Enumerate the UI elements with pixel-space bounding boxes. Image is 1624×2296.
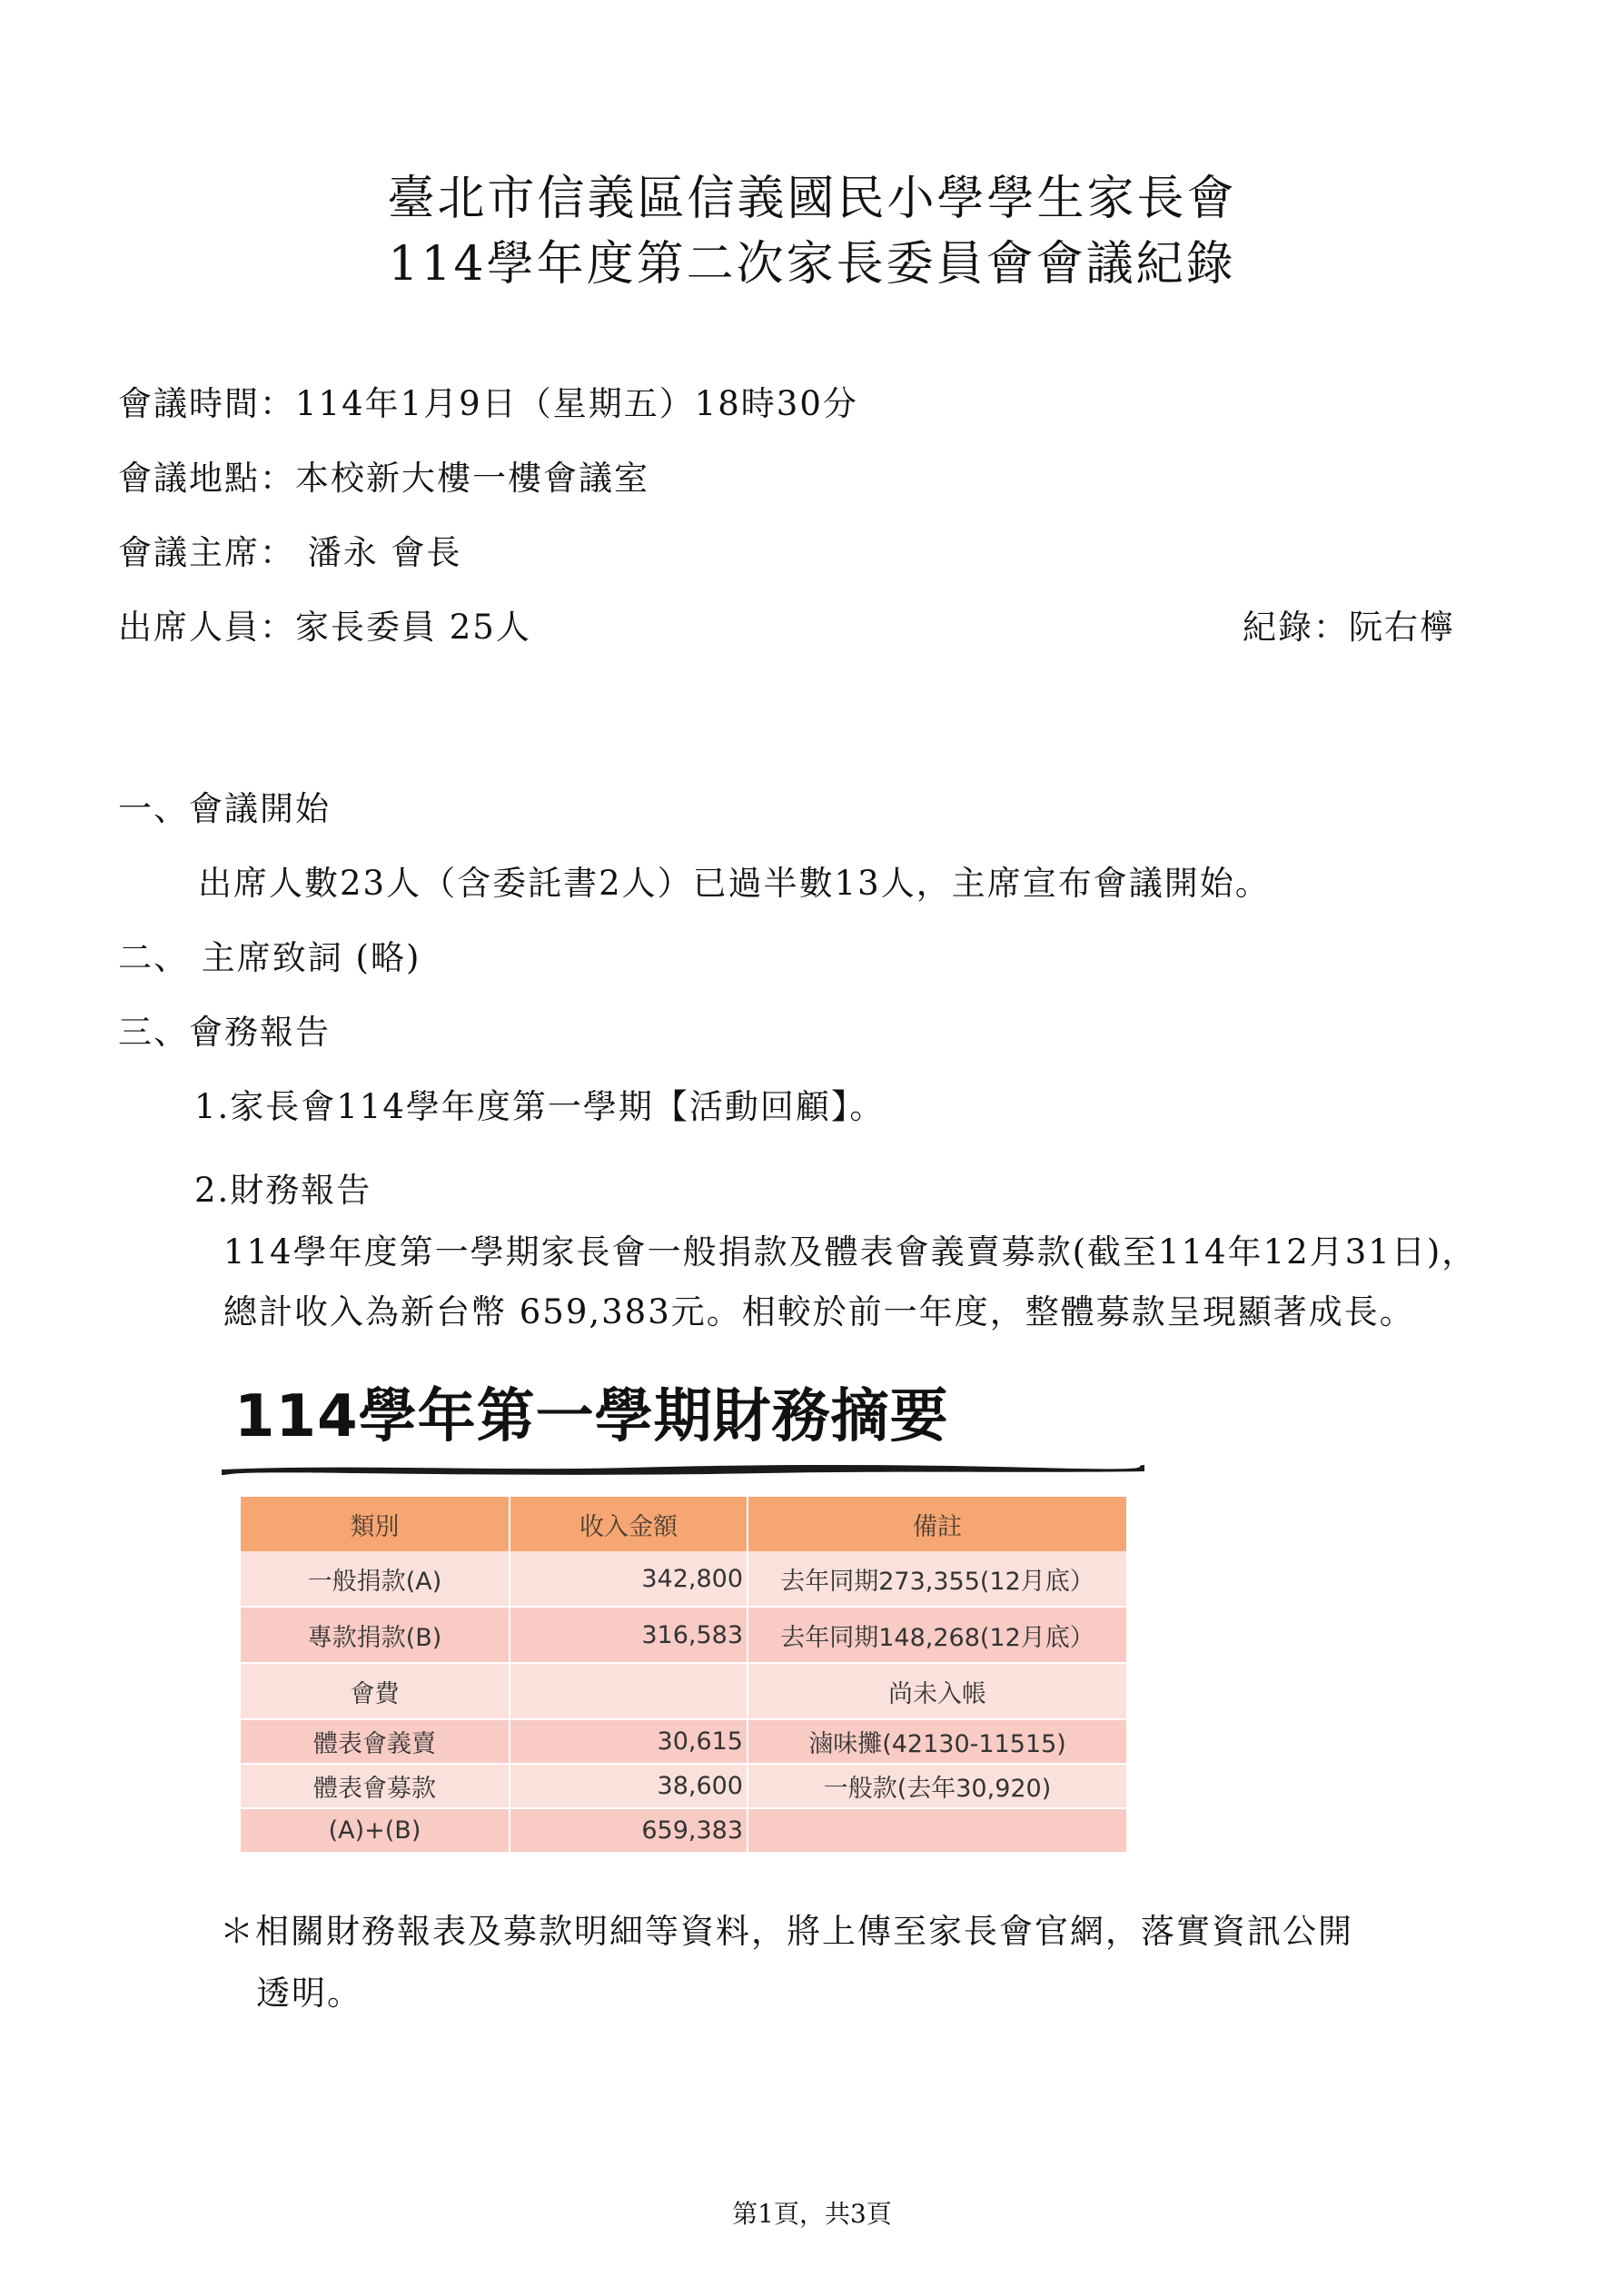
row-amount: 38,600 xyxy=(510,1764,748,1808)
brush-stroke-divider xyxy=(220,1457,1146,1480)
row-category: 體表會募款 xyxy=(241,1764,510,1808)
page-number: 第1頁，共3頁 xyxy=(732,2199,892,2229)
meeting-chair: 會議主席： 潘永 會長 xyxy=(118,533,462,572)
row-category: 會費 xyxy=(241,1663,510,1719)
meeting-place: 會議地點：本校新大樓一樓會議室 xyxy=(118,459,649,498)
row-amount xyxy=(510,1663,748,1719)
column-header-note: 備註 xyxy=(748,1497,1127,1551)
table-row xyxy=(241,1719,1127,1764)
meeting-time: 會議時間：114年1月9日（星期五）18時30分 xyxy=(118,384,858,423)
row-amount: 659,383 xyxy=(510,1808,748,1853)
section-2-heading: 二、 主席致詞 (略) xyxy=(118,938,421,977)
row-category: 體表會義賣 xyxy=(241,1719,510,1764)
table-row xyxy=(241,1551,1127,1607)
row-note: 尚未入帳 xyxy=(748,1663,1127,1719)
finance-table-header xyxy=(241,1497,1127,1551)
table-row xyxy=(241,1663,1127,1719)
row-category: 一般捐款(A) xyxy=(241,1551,510,1607)
row-amount: 30,615 xyxy=(510,1719,748,1764)
section-3-item-2: 2.財務報告 xyxy=(194,1171,372,1210)
table-row xyxy=(241,1808,1127,1853)
section-1-heading: 一、會議開始 xyxy=(118,789,331,828)
finance-summary-heading: 114學年第一學期財務摘要 xyxy=(234,1383,949,1450)
finance-paragraph-line2: 總計收入為新台幣 659,383元。相較於前一年度，整體募款呈現顯著成長。 xyxy=(223,1292,1415,1331)
row-note: 滷味攤(42130-11515) xyxy=(748,1719,1127,1764)
finance-summary-table xyxy=(241,1497,1128,1854)
row-amount: 342,800 xyxy=(510,1551,748,1607)
meeting-attendees: 出席人員：家長委員 25人 xyxy=(118,608,531,647)
table-row xyxy=(241,1764,1127,1808)
row-note: 一般款(去年30,920) xyxy=(748,1764,1127,1808)
row-category: 專款捐款(B) xyxy=(241,1607,510,1663)
table-row xyxy=(241,1607,1127,1663)
column-header-category: 類別 xyxy=(241,1497,510,1551)
section-1-text: 出席人數23人（含委託書2人）已過半數13人，主席宣布會議開始。 xyxy=(198,864,1271,903)
meeting-recorder: 紀錄：阮右檸 xyxy=(1243,608,1455,647)
row-note: 去年同期148,268(12月底） xyxy=(748,1607,1127,1663)
column-header-amount: 收入金額 xyxy=(510,1497,748,1551)
row-note xyxy=(748,1808,1127,1853)
row-amount: 316,583 xyxy=(510,1607,748,1663)
disclosure-note-line1: ＊相關財務報表及募款明細等資料，將上傳至家長會官網，落實資訊公開 xyxy=(220,1912,1353,1951)
finance-paragraph-line1: 114學年度第一學期家長會一般捐款及體表會義賣募款(截至114年12月31日)， xyxy=(223,1232,1478,1272)
row-note: 去年同期273,355(12月底） xyxy=(748,1551,1127,1607)
document-title-line2: 114學年度第二次家長委員會會議紀錄 xyxy=(388,237,1236,292)
document-title-line1: 臺北市信義區信義國民小學學生家長會 xyxy=(387,172,1237,226)
row-category: (A)+(B) xyxy=(241,1808,510,1853)
section-3-item-1: 1.家長會114學年度第一學期【活動回顧】。 xyxy=(194,1087,886,1126)
section-3-heading: 三、會務報告 xyxy=(118,1013,331,1052)
disclosure-note-line2: 透明。 xyxy=(256,1974,362,2013)
